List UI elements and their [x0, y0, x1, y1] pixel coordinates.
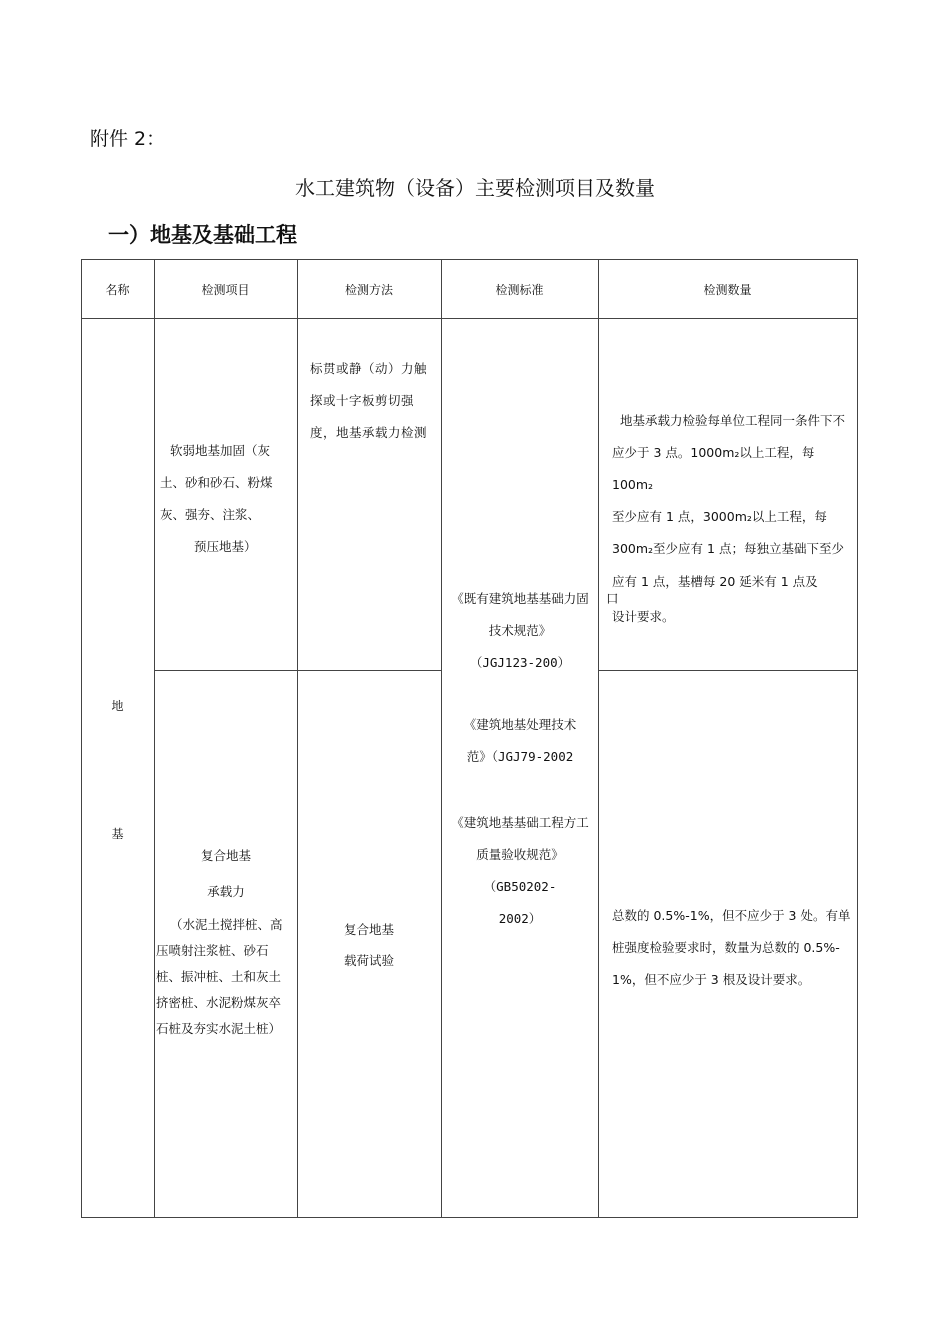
standard-line: 《建筑地基处理技术 [463, 717, 577, 732]
row2-item-line: 压喷射注浆桩、砂石 [156, 943, 269, 958]
row1-quantity-line: 口 [606, 591, 619, 606]
standards-cell [443, 583, 597, 935]
row-divider-right [598, 670, 858, 671]
row2-item [156, 840, 296, 1042]
row2-quantity-line: 1%，但不应少于 3 根及设计要求。 [612, 972, 811, 987]
row2-item-line: 石桩及夯实水泥土桩） [156, 1021, 282, 1036]
row1-quantity-line: 300m₂至少应有 1 点；每独立基础下至少 [612, 541, 844, 556]
standard-line: 《建筑地基基础工程方工 [451, 815, 589, 830]
table-border-top [81, 259, 858, 260]
row1-item-line: 软弱地基加固（灰 [170, 443, 271, 458]
section-heading: 一）地基及基础工程 [108, 223, 297, 247]
row1-method-line: 标贯或静（动）力触 [310, 361, 428, 376]
header-method: 检测方法 [344, 283, 393, 297]
row1-item-line: 灰、强夯、注浆、 [160, 507, 261, 522]
row1-quantity [606, 405, 856, 629]
table-border-bottom [81, 1217, 858, 1218]
col-line-0 [81, 259, 82, 1217]
header-item: 检测项目 [201, 283, 250, 297]
row2-item-line: 桩、振冲桩、土和灰土 [156, 969, 282, 984]
col-line-1 [154, 259, 155, 1217]
row1-quantity-line: 地基承载力检验每单位工程同一条件下不 [620, 413, 846, 428]
row1-item-line: 预压地基） [194, 539, 257, 554]
header-divider [81, 318, 858, 319]
standard-line: 技术规范》 [488, 623, 552, 638]
row2-quantity [612, 900, 856, 996]
col-line-2 [297, 259, 298, 1217]
row1-item-line: 土、砂和砂石、粉煤 [160, 475, 273, 490]
col-line-4 [598, 259, 599, 1217]
standard-line: 范》（JGJ79-2002 [466, 749, 574, 764]
standard-line: 质量验收规范》 [476, 847, 564, 862]
row2-item-line: 挤密桩、水泥粉煤灰卒 [156, 995, 282, 1010]
row1-method [310, 353, 438, 449]
col-line-3 [441, 259, 442, 1217]
row2-method-line: 复合地基 [343, 922, 394, 937]
row2-item-line: 承载力 [207, 884, 245, 899]
header-name: 名称 [105, 283, 130, 297]
standard-line: （GB50202- [483, 879, 557, 894]
row1-method-line: 探或十字板剪切强 [310, 393, 415, 408]
row1-quantity-line: 至少应有 1 点，3000m₂以上工程，每 [612, 509, 827, 524]
row1-quantity-line: 应有 1 点，基槽每 20 延米有 1 点及 [612, 574, 818, 589]
row1-quantity-line: 应少于 3 点。1000m₂以上工程，每 100m₂ [612, 445, 815, 492]
row2-method-line: 载荷试验 [343, 953, 394, 968]
name-char-2: 基 [111, 827, 124, 841]
header-quantity: 检测数量 [703, 283, 752, 297]
row1-method-line: 度，地基承载力检测 [310, 425, 428, 440]
standard-line: （JGJ123-200） [469, 655, 571, 670]
row2-item-line: （水泥土搅拌桩、高 [170, 917, 283, 932]
standard-line: 《既有建筑地基基础力固 [451, 591, 589, 606]
row2-quantity-line: 桩强度检验要求时，数量为总数的 0.5%- [612, 940, 840, 955]
attachment-label: 附件 2： [90, 128, 166, 150]
row1-item [160, 435, 295, 563]
document-title: 水工建筑物（设备）主要检测项目及数量 [295, 176, 655, 200]
row2-method [297, 914, 441, 976]
header-standard: 检测标准 [495, 283, 544, 297]
row2-item-line: 复合地基 [200, 848, 251, 863]
row1-quantity-line: 设计要求。 [612, 609, 675, 624]
standard-line: 2002） [498, 911, 542, 926]
name-char-1: 地 [111, 699, 124, 713]
row2-quantity-line: 总数的 0.5%-1%，但不应少于 3 处。有单 [612, 908, 851, 923]
col-line-5 [857, 259, 858, 1217]
